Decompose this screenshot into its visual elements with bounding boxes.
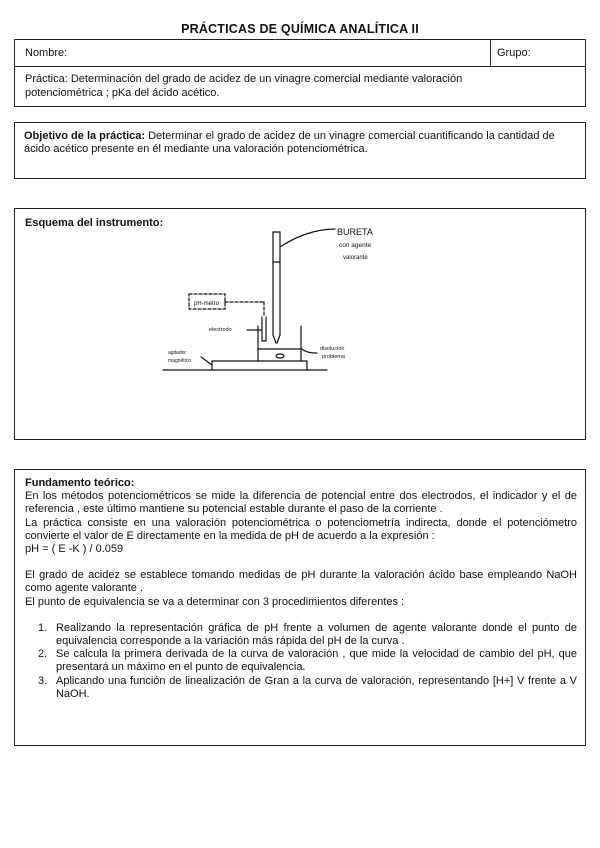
bureta-leader <box>280 229 335 247</box>
header-table <box>14 39 586 107</box>
objetivo-label: Objetivo de la práctica: <box>24 130 146 142</box>
stir-bar <box>276 354 284 358</box>
esquema-label: Esquema del instrumento: <box>25 217 164 229</box>
practica-text: Práctica: Determinación del grado de acidez de un vinagre comercial mediante valoración potenciométrica ; pKa del ácido acético. <box>25 73 463 99</box>
fundamento-p2: La práctica consiste en una valoración potenciométrica o potenciometría indirecta, donde el potenciómetro convierte el valor de E directamente en la medida de pH de acuerdo a la expresión : <box>25 516 577 542</box>
electrodo-text: electrodo <box>209 327 232 333</box>
nombre-cell <box>15 40 491 67</box>
objetivo-text <box>24 130 574 156</box>
fundamento-box <box>14 469 586 746</box>
disolucion-text: disolución <box>320 346 345 352</box>
page-title: PRÁCTICAS DE QUÍMICA ANALÍTICA II <box>181 22 419 36</box>
fundamento-p1: En los métodos potenciométricos se mide la diferencia de potencial entre dos electrodos, el indicador y el de referencia , este último mantiene su potencial estable durante el paso de la corriente . <box>25 490 577 516</box>
nombre-label: Nombre: <box>25 47 68 59</box>
fundamento-content <box>25 477 577 701</box>
grupo-label: Grupo: <box>497 47 531 59</box>
practica-cell <box>15 67 585 106</box>
objetivo-body: Determinar el grado de acidez de un vinagre comercial cuantificando la cantidad de ácido acético presente en él mediante una valoración potenciométrica. <box>24 130 555 156</box>
magnetico-text: magnético <box>168 358 192 364</box>
burette-tip-l <box>273 335 276 343</box>
problema-text: problema <box>322 354 345 360</box>
esquema-box <box>14 208 586 440</box>
con-agente-text: con agente <box>339 242 372 249</box>
fundamento-p5: El punto de equivalencia se va a determinar con 3 procedimientos diferentes : <box>25 595 405 608</box>
agitador-leader <box>201 357 212 365</box>
bureta-text: BURETA <box>337 227 373 237</box>
burette-tip-r <box>277 335 280 343</box>
list-item: 1. Realizando la representación gráfica de pH frente a volumen de agente valorante donde el punto de equivalencia corresponde a la variación más rápida del pH de la curva . <box>38 621 577 648</box>
objetivo-box <box>14 122 586 179</box>
agitador-text: agitador <box>168 350 187 356</box>
disolucion-leader <box>302 349 317 353</box>
fundamento-p4: El grado de acidez se establece tomando medidas de pH durante la valoración ácido base empleando NaOH como agente valorante . <box>25 569 577 595</box>
grupo-cell <box>491 40 585 67</box>
fundamento-label: Fundamento teórico: <box>25 477 135 489</box>
valorante-text: valorante <box>343 255 368 261</box>
list-item: 2. Se calcula la primera derivada de la curva de valoración , que mide la velocidad de cambio del pH, que presentará un máximo en el punto de equivalencia. <box>38 648 577 674</box>
list-item: 3. Aplicando una función de linealización de Gran a la curva de valoración, representando [H+] V frente a V NaOH. <box>38 674 577 700</box>
fundamento-p3: pH = ( E -K ) / 0.059 <box>25 543 124 556</box>
instrument-diagram <box>15 209 587 441</box>
procedure-list <box>25 622 577 701</box>
ph-metro-text: pH-metro <box>194 301 220 307</box>
